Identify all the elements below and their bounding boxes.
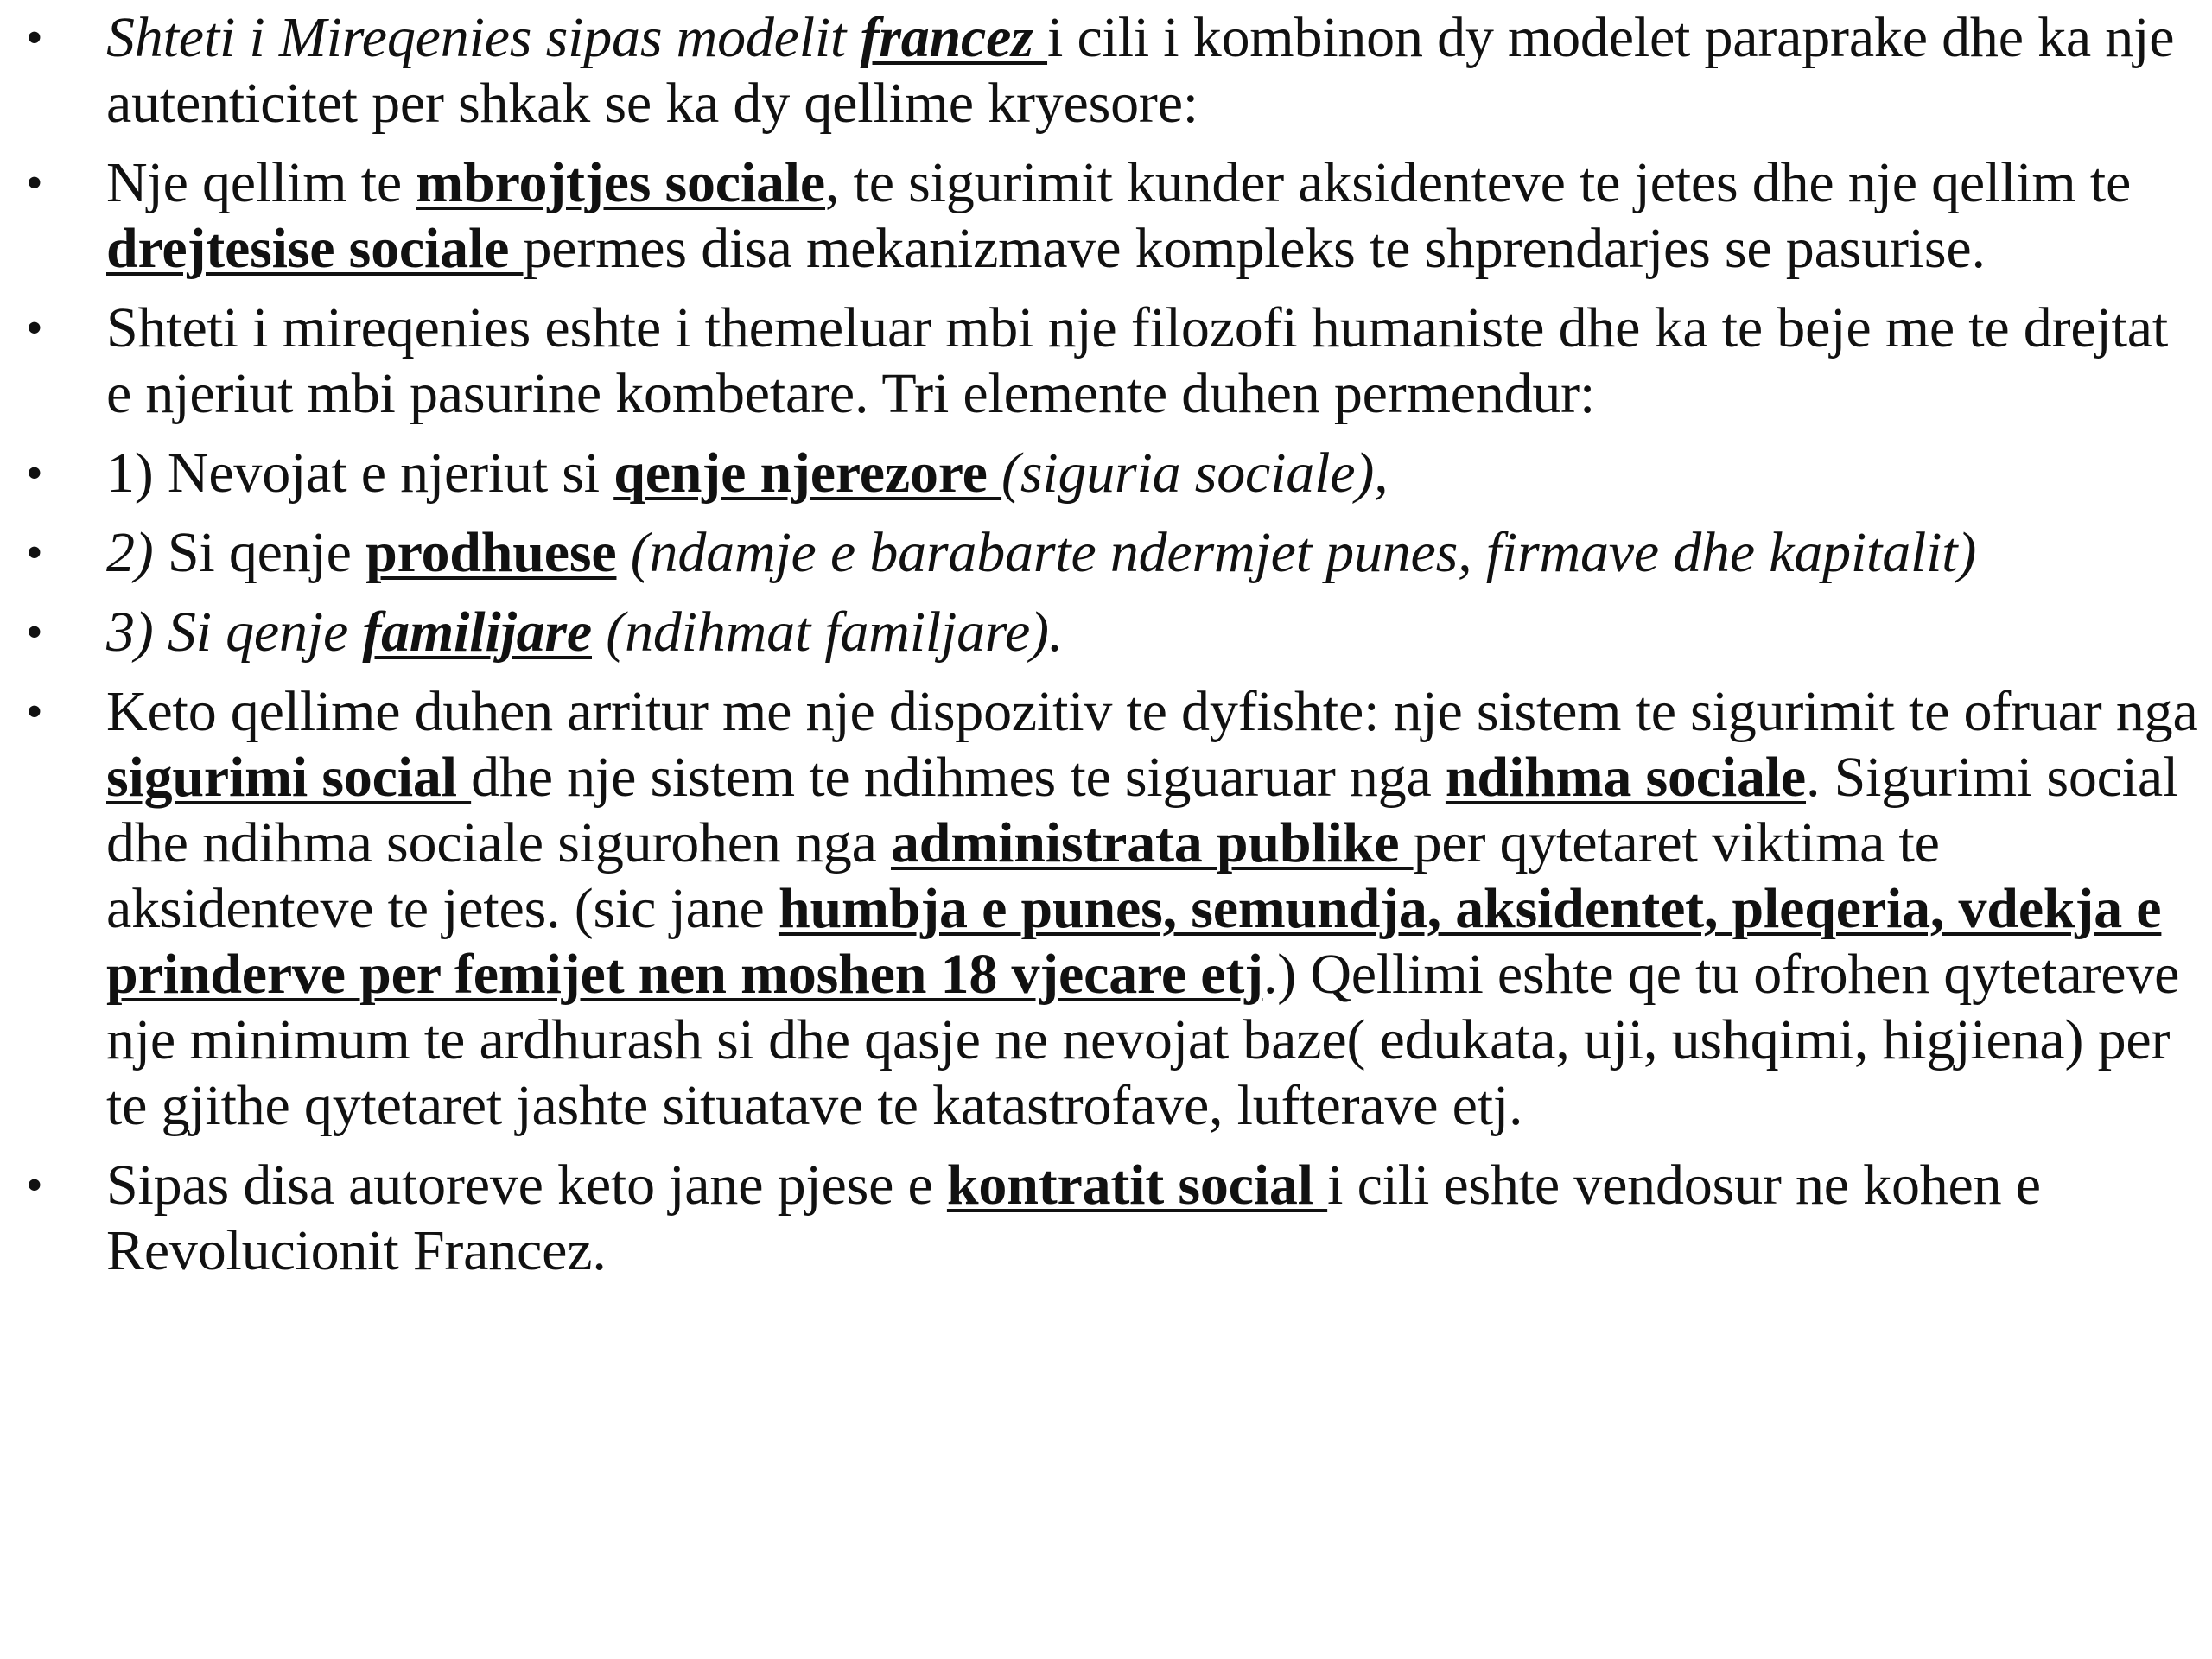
key-term-prodhuese: prodhuese — [365, 521, 617, 584]
bullet-icon: • — [26, 685, 43, 739]
text-segment: . Sigurimi social dhe ndihma sociale sigurohen nga — [106, 746, 2179, 874]
text-segment: Nje qellim te — [106, 151, 416, 214]
text-segment: 3) Si qenje — [106, 601, 363, 664]
bullet-item — [0, 296, 2199, 427]
bullet-item — [0, 5, 2199, 137]
bullet-item — [0, 150, 2199, 282]
bullet-icon: • — [26, 1159, 43, 1212]
text-segment: (ndamje e barabarte ndermjet punes, firmave dhe kapitalit) — [616, 521, 1977, 584]
key-term-francez: francez — [860, 6, 1048, 69]
bullet-item — [0, 520, 2199, 586]
bullet-item — [0, 441, 2199, 506]
key-term-mbrojtjes-sociale: mbrojtjes sociale — [416, 151, 826, 214]
text-segment: , te sigurimit kunder aksidenteve te jetes dhe nje qellim te — [825, 151, 2132, 214]
text-segment: dhe nje sistem te ndihmes te siguaruar nga — [471, 746, 1446, 809]
text-segment: permes disa mekanizmave kompleks te shprendarjes se pasurise. — [523, 217, 1986, 280]
bullet-item — [0, 679, 2199, 1139]
bullet-icon: • — [26, 447, 43, 500]
text-segment: (ndihmat familjare). — [592, 601, 1064, 664]
key-term-administrata-publike: administrata publike — [891, 811, 1414, 874]
text-segment: Si qenje — [167, 521, 366, 584]
text-segment: .) Qellimi eshte qe tu ofrohen qytetareve nje minimum te ardhurash si dhe qasje ne nevojat baze( edukata, uji, ushqimi, higjiena) per te gjithe qytetaret jashte situatave te katastrofave, lufterave etj. — [106, 943, 2180, 1137]
key-term-ndihma-sociale: ndihma sociale — [1445, 746, 1807, 809]
bullet-icon: • — [26, 606, 43, 659]
text-segment: i cili i kombinon dy modelet paraprake dhe ka nje autenticitet per shkak se ka dy qellime kryesore: — [106, 6, 2175, 135]
bullet-icon: • — [26, 526, 43, 580]
bullet-item — [0, 600, 2199, 665]
text-segment: Shteti i mireqenies eshte i themeluar mbi nje filozofi humaniste dhe ka te beje me te drejtat e njeriut mbi pasurine kombetare. Tri elemente duhen permendur: — [106, 296, 2168, 425]
key-term-kontratit-social: kontratit social — [946, 1154, 1328, 1217]
bullet-icon: • — [26, 156, 43, 210]
key-term-familijare: familijare — [362, 601, 592, 664]
text-segment: (siguria sociale), — [1001, 442, 1389, 505]
text-segment: per qytetaret viktima te aksidenteve te jetes. (sic jane — [106, 811, 1940, 940]
text-segment: 2) — [106, 521, 168, 584]
key-term-qenje-njerezore: qenje njerezore — [613, 442, 1002, 505]
bullet-list — [0, 5, 2199, 1298]
text-segment: Keto qellime duhen arritur me nje dispozitiv te dyfishte: nje sistem te sigurimit te ofruar nga — [106, 680, 2198, 743]
text-segment: Shteti i Mireqenies sipas modelit — [106, 6, 861, 69]
bullet-icon: • — [26, 302, 43, 355]
bullet-icon: • — [26, 11, 43, 65]
text-segment: Sipas disa autoreve keto jane pjese e — [106, 1154, 947, 1217]
key-term-life-accidents-list: humbja e punes, semundja, aksidentet, pleqeria, vdekja e prinderve per femijet nen moshen 18 vjecare etj — [106, 877, 2162, 1006]
text-segment: 1) Nevojat e njeriut si — [106, 442, 614, 505]
key-term-sigurimi-social: sigurimi social — [106, 746, 472, 809]
key-term-drejtesise-sociale: drejtesise sociale — [106, 217, 524, 280]
bullet-item — [0, 1153, 2199, 1284]
text-segment: i cili eshte vendosur ne kohen e Revolucionit Francez. — [106, 1154, 2041, 1282]
